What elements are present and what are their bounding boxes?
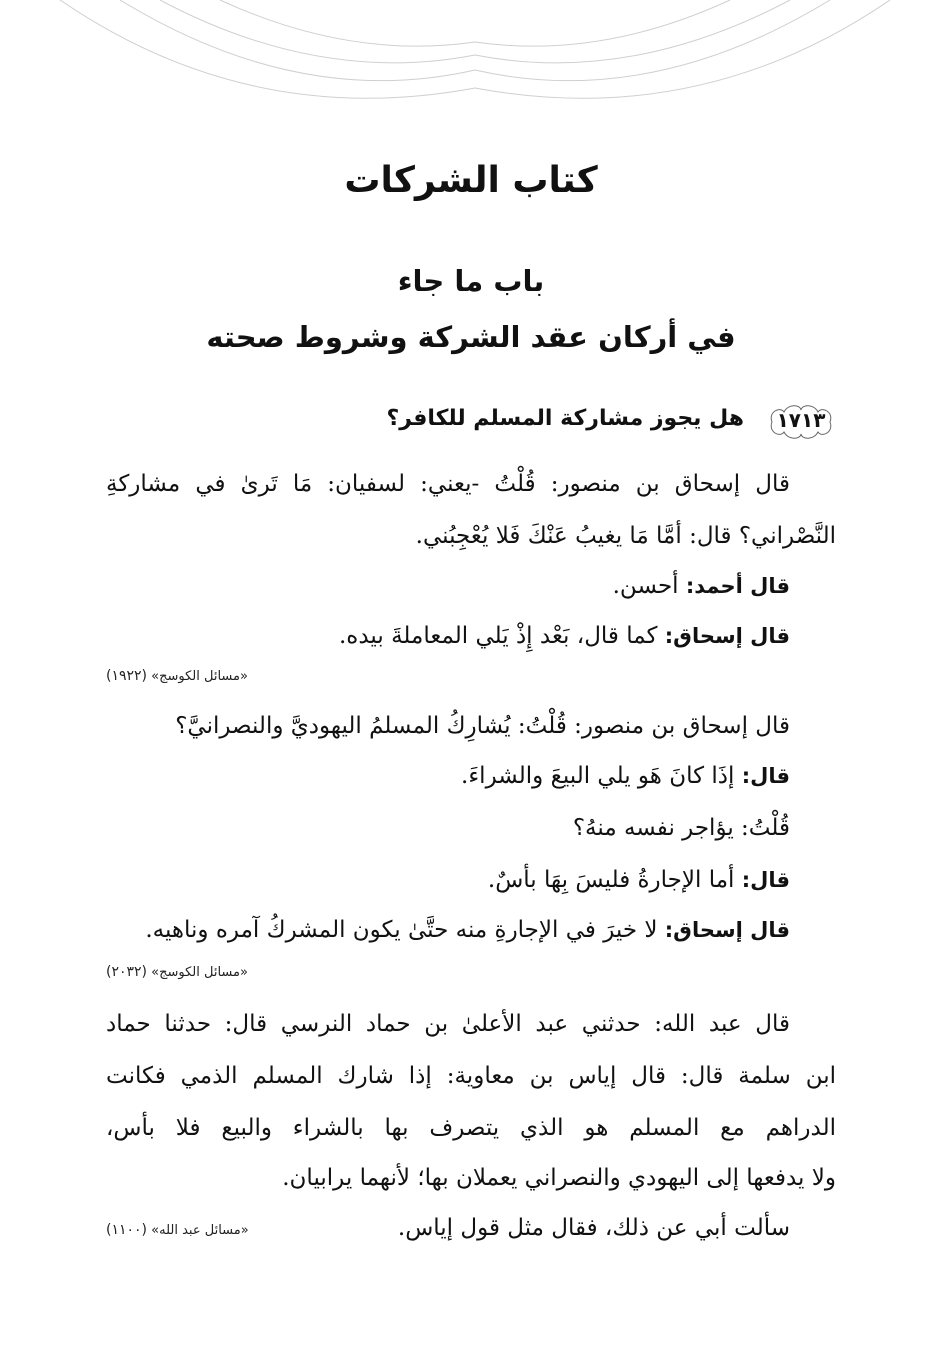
- source-number: (١٩٢٢): [106, 668, 148, 684]
- paragraph-9-line-4: ولا يدفعها إلى اليهودي والنصراني يعملان بها؛ لأنهما يرابيان.: [282, 1165, 836, 1191]
- source-reference-2: [106, 964, 248, 980]
- speaker-label: قال أحمد:: [685, 574, 790, 598]
- source-reference-1: [106, 668, 248, 684]
- paragraph-10: سألت أبي عن ذلك، فقال مثل قول إياس.: [397, 1215, 790, 1241]
- source-title: «مسائل الكوسج»: [151, 965, 248, 980]
- paragraph-text: لا خيرَ في الإجارةِ منه حتَّىٰ يكون المشركُ آمره وناهيه.: [145, 917, 665, 943]
- question-text: هل يجوز مشاركة المسلم للكافر؟: [386, 406, 744, 431]
- paragraph-text: أحسن.: [612, 573, 686, 599]
- paragraph-6: قُلْتُ: يؤاجر نفسه منهُ؟: [572, 815, 790, 841]
- paragraph-text: أما الإجارةُ فليسَ بِهَا بأسٌ.: [487, 867, 742, 893]
- top-ornament: [0, 0, 950, 120]
- paragraph-3: [106, 618, 836, 654]
- paragraph-7: [106, 862, 836, 898]
- question-number-badge: [766, 400, 836, 444]
- chapter-title-line1: باب ما جاء: [397, 264, 545, 298]
- paragraph-9-line-3: الدراهم مع المسلم هو الذي يتصرف بها بالشراء والبيع فلا بأس،: [106, 1115, 836, 1141]
- paragraph-4: قال إسحاق بن منصور: قُلْتُ: يُشارِكُ المسلمُ اليهوديَّ والنصرانيَّ؟: [175, 713, 790, 739]
- speaker-label: قال إسحاق:: [664, 624, 790, 648]
- source-number: (١١٠٠): [106, 1222, 148, 1238]
- paragraph-8: [106, 912, 836, 948]
- speaker-label: قال:: [741, 868, 790, 892]
- paragraph-9-line-1: قال عبد الله: حدثني عبد الأعلىٰ بن حماد النرسي قال: حدثنا حماد: [106, 1011, 790, 1037]
- chapter-title-line2: في أركان عقد الشركة وشروط صحته: [206, 320, 736, 354]
- paragraph-text: إذَا كانَ هَو يلي البيعَ والشراءَ.: [461, 763, 742, 789]
- source-title: «مسائل عبد الله»: [151, 1223, 249, 1238]
- question-heading: [106, 400, 836, 450]
- speaker-label: قال:: [741, 764, 790, 788]
- speaker-label: قال إسحاق:: [664, 918, 790, 942]
- paragraph-1-line-1: قال إسحاق بن منصور: قُلْتُ -يعني: لسفيان: مَا تَرىٰ في مشاركةِ: [106, 471, 790, 497]
- paragraph-5: [106, 758, 836, 794]
- paragraph-1-line-2: النَّصْراني؟ قال: أمَّا مَا يغيبُ عَنْكَ فَلا يُعْجِبُني.: [415, 523, 836, 549]
- source-number: (٢٠٣٢): [106, 964, 148, 980]
- paragraph-9-line-2: ابن سلمة قال: قال إياس بن معاوية: إذا شارك المسلم الذمي فكانت: [106, 1063, 836, 1089]
- paragraph-2: [106, 568, 836, 604]
- question-number: ١٧١٣: [776, 408, 826, 432]
- paragraph-text: كما قال، بَعْد إِذْ يَلي المعاملةَ بيده.: [338, 623, 665, 649]
- book-title: كتاب الشركات: [344, 160, 598, 201]
- source-title: «مسائل الكوسج»: [151, 669, 248, 684]
- source-reference-3: [106, 1222, 249, 1238]
